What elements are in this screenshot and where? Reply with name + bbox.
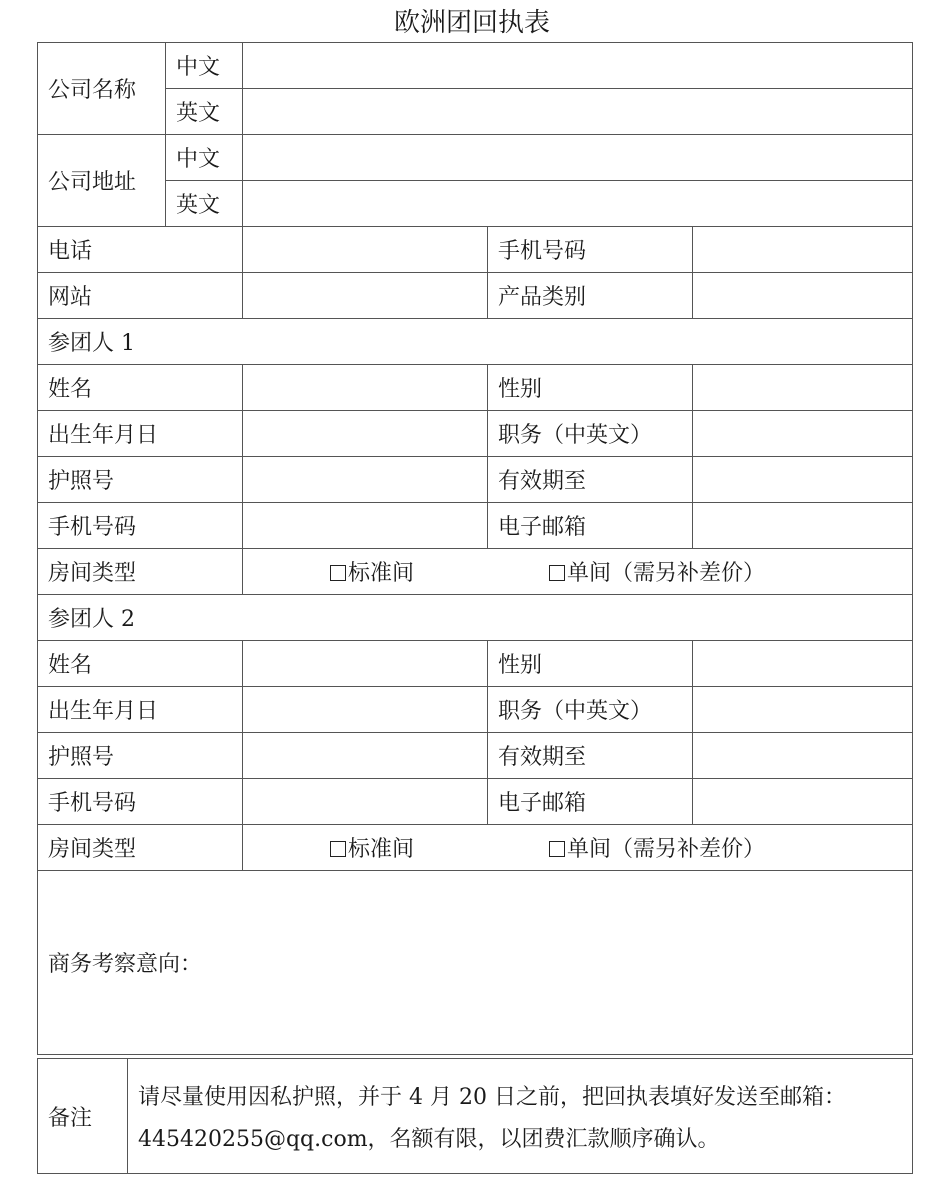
checkbox-icon[interactable] bbox=[330, 565, 346, 581]
company-name-row-en bbox=[38, 89, 913, 135]
room-standard-option[interactable] bbox=[330, 556, 414, 587]
business-intent-label: 商务考察意向： bbox=[48, 952, 203, 977]
room-single-label: 单间（需另补差价） bbox=[567, 837, 766, 862]
birthdate-field[interactable] bbox=[243, 411, 488, 457]
room-standard-option[interactable] bbox=[330, 832, 414, 863]
phone-field[interactable] bbox=[243, 227, 488, 273]
gender-field[interactable] bbox=[693, 641, 913, 687]
participant-mobile-label: 手机号码 bbox=[38, 503, 243, 549]
room-type-label: 房间类型 bbox=[38, 549, 243, 595]
room-type-options bbox=[243, 825, 913, 871]
company-address-cn-label: 中文 bbox=[166, 135, 243, 181]
participant-2-passport-row bbox=[38, 733, 913, 779]
email-label: 电子邮箱 bbox=[488, 503, 693, 549]
company-name-row-cn bbox=[38, 43, 913, 89]
checkbox-icon[interactable] bbox=[330, 841, 346, 857]
room-standard-label: 标准间 bbox=[348, 561, 415, 586]
room-standard-label: 标准间 bbox=[348, 837, 415, 862]
participant-2-mobile-row bbox=[38, 779, 913, 825]
gender-label: 性别 bbox=[488, 641, 693, 687]
position-field[interactable] bbox=[693, 687, 913, 733]
company-name-en-field[interactable] bbox=[243, 89, 913, 135]
participant-mobile-label: 手机号码 bbox=[38, 779, 243, 825]
position-label: 职务（中英文） bbox=[488, 687, 693, 733]
valid-until-label: 有效期至 bbox=[488, 733, 693, 779]
website-label: 网站 bbox=[38, 273, 243, 319]
email-label: 电子邮箱 bbox=[488, 779, 693, 825]
participant-1-room-row bbox=[38, 549, 913, 595]
gender-field[interactable] bbox=[693, 365, 913, 411]
company-address-label: 公司地址 bbox=[38, 135, 166, 227]
name-field[interactable] bbox=[243, 365, 488, 411]
email-field[interactable] bbox=[693, 503, 913, 549]
company-name-cn-field[interactable] bbox=[243, 43, 913, 89]
passport-field[interactable] bbox=[243, 733, 488, 779]
notes-section bbox=[37, 1058, 913, 1174]
company-address-cn-field[interactable] bbox=[243, 135, 913, 181]
phone-label: 电话 bbox=[38, 227, 243, 273]
name-field[interactable] bbox=[243, 641, 488, 687]
participant-1-header: 参团人 1 bbox=[38, 319, 913, 365]
room-single-label: 单间（需另补差价） bbox=[567, 561, 766, 586]
notes-line-1: 请尽量使用因私护照，并于 4 月 20 日之前，把回执表填好发送至邮箱： bbox=[138, 1085, 846, 1110]
business-intent-field[interactable] bbox=[38, 871, 913, 1055]
participant-1-birth-row bbox=[38, 411, 913, 457]
company-address-en-field[interactable] bbox=[243, 181, 913, 227]
position-field[interactable] bbox=[693, 411, 913, 457]
valid-until-field[interactable] bbox=[693, 457, 913, 503]
birthdate-field[interactable] bbox=[243, 687, 488, 733]
company-address-row-en bbox=[38, 181, 913, 227]
website-field[interactable] bbox=[243, 273, 488, 319]
participant-mobile-field[interactable] bbox=[243, 503, 488, 549]
room-single-option[interactable] bbox=[549, 832, 765, 863]
valid-until-label: 有效期至 bbox=[488, 457, 693, 503]
participant-1-mobile-row bbox=[38, 503, 913, 549]
registration-form bbox=[37, 42, 913, 1055]
phone-row bbox=[38, 227, 913, 273]
passport-field[interactable] bbox=[243, 457, 488, 503]
valid-until-field[interactable] bbox=[693, 733, 913, 779]
notes-text bbox=[128, 1059, 913, 1174]
passport-label: 护照号 bbox=[38, 733, 243, 779]
company-name-label: 公司名称 bbox=[38, 43, 166, 135]
name-label: 姓名 bbox=[38, 365, 243, 411]
birthdate-label: 出生年月日 bbox=[38, 411, 243, 457]
name-label: 姓名 bbox=[38, 641, 243, 687]
participant-1-header-row bbox=[38, 319, 913, 365]
checkbox-icon[interactable] bbox=[549, 841, 565, 857]
position-label: 职务（中英文） bbox=[488, 411, 693, 457]
checkbox-icon[interactable] bbox=[549, 565, 565, 581]
business-intent-row bbox=[38, 871, 913, 1055]
room-single-option[interactable] bbox=[549, 556, 765, 587]
participant-2-name-row bbox=[38, 641, 913, 687]
room-type-label: 房间类型 bbox=[38, 825, 243, 871]
participant-mobile-field[interactable] bbox=[243, 779, 488, 825]
email-field[interactable] bbox=[693, 779, 913, 825]
participant-1-name-row bbox=[38, 365, 913, 411]
company-address-row-cn bbox=[38, 135, 913, 181]
mobile-field[interactable] bbox=[693, 227, 913, 273]
room-type-options bbox=[243, 549, 913, 595]
gender-label: 性别 bbox=[488, 365, 693, 411]
company-name-cn-label: 中文 bbox=[166, 43, 243, 89]
birthdate-label: 出生年月日 bbox=[38, 687, 243, 733]
participant-2-header: 参团人 2 bbox=[38, 595, 913, 641]
notes-line-2: 445420255@qq.com，名额有限，以团费汇款顺序确认。 bbox=[138, 1127, 720, 1152]
participant-2-birth-row bbox=[38, 687, 913, 733]
website-row bbox=[38, 273, 913, 319]
form-title: 欧洲团回执表 bbox=[393, 8, 550, 38]
participant-1-passport-row bbox=[38, 457, 913, 503]
mobile-label: 手机号码 bbox=[488, 227, 693, 273]
passport-label: 护照号 bbox=[38, 457, 243, 503]
product-category-field[interactable] bbox=[693, 273, 913, 319]
company-name-en-label: 英文 bbox=[166, 89, 243, 135]
product-category-label: 产品类别 bbox=[488, 273, 693, 319]
participant-2-header-row bbox=[38, 595, 913, 641]
participant-2-room-row bbox=[38, 825, 913, 871]
company-address-en-label: 英文 bbox=[166, 181, 243, 227]
notes-label: 备注 bbox=[38, 1059, 128, 1174]
